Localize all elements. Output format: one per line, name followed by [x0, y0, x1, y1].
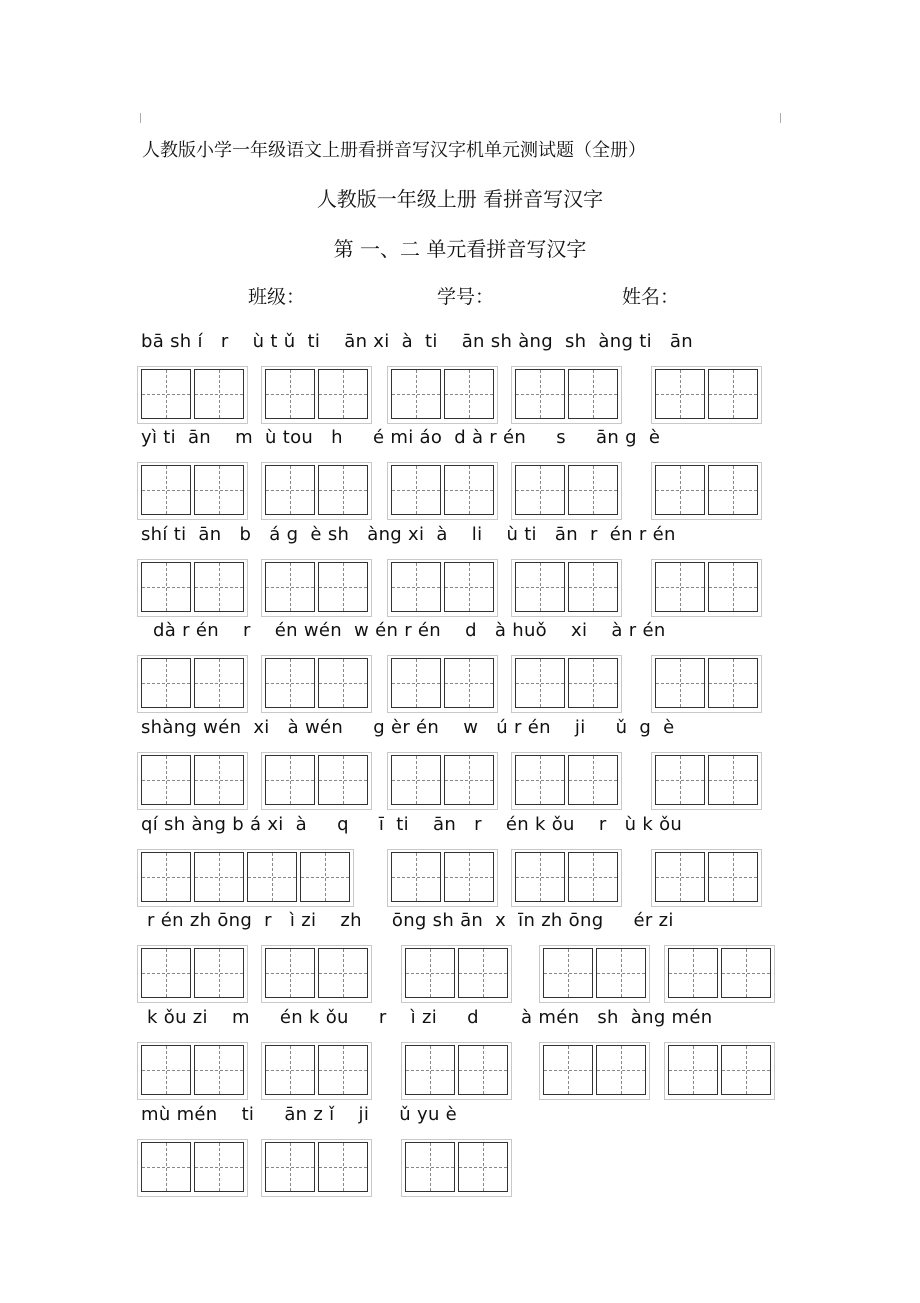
writing-cell[interactable] — [655, 562, 705, 612]
answer-group — [539, 945, 650, 1003]
pinyin-line: shàng wén xi à wén g èr én w ú r én ji ǔ g è — [141, 717, 675, 738]
unit-title: 第 一、二 单元看拼音写汉字 — [333, 237, 587, 261]
writing-cell[interactable] — [194, 465, 244, 515]
answer-group — [511, 752, 622, 810]
writing-cell[interactable] — [194, 755, 244, 805]
answer-group — [387, 849, 498, 907]
answer-group — [137, 462, 248, 520]
writing-cell[interactable] — [708, 852, 758, 902]
answer-group — [137, 1042, 248, 1100]
writing-cell[interactable] — [391, 369, 441, 419]
writing-cell[interactable] — [458, 1045, 508, 1095]
writing-cell[interactable] — [444, 562, 494, 612]
writing-cell[interactable] — [458, 948, 508, 998]
writing-cell[interactable] — [141, 369, 191, 419]
answer-group — [651, 849, 762, 907]
writing-cell[interactable] — [391, 852, 441, 902]
class-label: 班级： — [248, 286, 306, 308]
answer-group — [511, 849, 622, 907]
pinyin-line: yì ti ān m ù tou h é mi áo d à r én s ān g è — [141, 427, 661, 448]
answer-group — [261, 1139, 372, 1197]
writing-cell[interactable] — [318, 562, 368, 612]
writing-cell[interactable] — [708, 465, 758, 515]
writing-cell[interactable] — [265, 755, 315, 805]
writing-cell[interactable] — [515, 852, 565, 902]
answer-group — [651, 462, 762, 520]
writing-cell[interactable] — [444, 852, 494, 902]
writing-cell[interactable] — [194, 948, 244, 998]
writing-cell[interactable] — [515, 465, 565, 515]
pinyin-line: dà r én r én wén w én r én d à huǒ xi à r én — [141, 620, 666, 641]
student-number-label: 学号： — [437, 286, 495, 308]
answer-group — [387, 752, 498, 810]
answer-row — [0, 462, 920, 518]
answer-group — [387, 462, 498, 520]
writing-cell[interactable] — [568, 755, 618, 805]
answer-group — [261, 752, 372, 810]
answer-row — [0, 559, 920, 615]
writing-cell[interactable] — [543, 948, 593, 998]
answer-group — [511, 559, 622, 617]
writing-cell[interactable] — [568, 369, 618, 419]
writing-cell[interactable] — [596, 948, 646, 998]
writing-cell[interactable] — [708, 755, 758, 805]
answer-row — [0, 849, 920, 905]
writing-cell[interactable] — [655, 465, 705, 515]
answer-group — [511, 655, 622, 713]
writing-cell[interactable] — [515, 369, 565, 419]
writing-cell[interactable] — [708, 562, 758, 612]
writing-cell[interactable] — [405, 948, 455, 998]
answer-group — [137, 849, 354, 907]
writing-cell[interactable] — [141, 562, 191, 612]
writing-cell[interactable] — [141, 948, 191, 998]
writing-cell[interactable] — [515, 658, 565, 708]
answer-group — [387, 559, 498, 617]
writing-cell[interactable] — [405, 1045, 455, 1095]
answer-group — [261, 462, 372, 520]
pinyin-line: qí sh àng b á xi à q ī ti ān r én k ǒu r ù k ǒu — [141, 814, 683, 835]
corner-mark-left — [140, 113, 141, 123]
writing-cell[interactable] — [194, 1142, 244, 1192]
writing-cell[interactable] — [265, 658, 315, 708]
answer-group — [261, 655, 372, 713]
answer-group — [651, 366, 762, 424]
writing-cell[interactable] — [568, 852, 618, 902]
answer-group — [137, 1139, 248, 1197]
writing-cell[interactable] — [318, 755, 368, 805]
pinyin-line: shí ti ān b á g è sh àng xi à li ù ti ān r én r én — [141, 524, 676, 545]
writing-cell[interactable] — [318, 658, 368, 708]
answer-group — [137, 752, 248, 810]
writing-cell[interactable] — [141, 1142, 191, 1192]
writing-cell[interactable] — [265, 562, 315, 612]
corner-mark-right — [780, 113, 781, 123]
writing-cell[interactable] — [655, 755, 705, 805]
pinyin-line: r én zh ōng r ì zi zh ōng sh ān x īn zh ōng ér zi — [141, 910, 674, 931]
pinyin-line: mù mén ti ān z ǐ ji ǔ yu è — [141, 1104, 458, 1125]
answer-group — [401, 1139, 512, 1197]
writing-cell[interactable] — [194, 1045, 244, 1095]
writing-cell[interactable] — [194, 658, 244, 708]
answer-group — [261, 1042, 372, 1100]
writing-cell[interactable] — [708, 658, 758, 708]
subtitle: 人教版一年级上册 看拼音写汉字 — [316, 187, 604, 211]
answer-row — [0, 1042, 920, 1098]
writing-cell[interactable] — [668, 948, 718, 998]
writing-cell[interactable] — [141, 755, 191, 805]
writing-cell[interactable] — [444, 658, 494, 708]
writing-cell[interactable] — [141, 465, 191, 515]
writing-cell[interactable] — [247, 852, 297, 902]
writing-cell[interactable] — [668, 1045, 718, 1095]
writing-cell[interactable] — [568, 562, 618, 612]
answer-group — [401, 1042, 512, 1100]
answer-group — [137, 945, 248, 1003]
writing-cell[interactable] — [265, 369, 315, 419]
answer-group — [261, 945, 372, 1003]
answer-group — [261, 559, 372, 617]
writing-cell[interactable] — [265, 948, 315, 998]
writing-cell[interactable] — [318, 465, 368, 515]
writing-cell[interactable] — [391, 658, 441, 708]
document-title: 人教版小学一年级语文上册看拼音写汉字机单元测试题（全册） — [142, 140, 646, 161]
writing-cell[interactable] — [141, 1045, 191, 1095]
student-name-label: 姓名： — [622, 286, 680, 308]
writing-cell[interactable] — [596, 1045, 646, 1095]
answer-group — [137, 559, 248, 617]
writing-cell[interactable] — [568, 658, 618, 708]
pinyin-line: k ǒu zi m én k ǒu r ì zi d à mén sh àng mén — [141, 1007, 713, 1028]
writing-cell[interactable] — [391, 465, 441, 515]
answer-row — [0, 366, 920, 422]
writing-cell[interactable] — [265, 1142, 315, 1192]
writing-cell[interactable] — [458, 1142, 508, 1192]
writing-cell[interactable] — [194, 562, 244, 612]
answer-group — [261, 366, 372, 424]
writing-cell[interactable] — [141, 658, 191, 708]
writing-cell[interactable] — [265, 465, 315, 515]
writing-cell[interactable] — [444, 755, 494, 805]
answer-group — [511, 366, 622, 424]
answer-group — [651, 559, 762, 617]
writing-cell[interactable] — [543, 1045, 593, 1095]
writing-cell[interactable] — [194, 369, 244, 419]
writing-cell[interactable] — [265, 1045, 315, 1095]
writing-cell[interactable] — [515, 562, 565, 612]
writing-cell[interactable] — [721, 948, 771, 998]
writing-cell[interactable] — [318, 1142, 368, 1192]
writing-cell[interactable] — [318, 948, 368, 998]
writing-cell[interactable] — [515, 755, 565, 805]
answer-group — [664, 1042, 775, 1100]
answer-group — [539, 1042, 650, 1100]
answer-row — [0, 1139, 920, 1195]
answer-group — [387, 655, 498, 713]
writing-cell[interactable] — [391, 755, 441, 805]
writing-cell[interactable] — [721, 1045, 771, 1095]
writing-cell[interactable] — [655, 852, 705, 902]
writing-cell[interactable] — [655, 658, 705, 708]
writing-cell[interactable] — [405, 1142, 455, 1192]
writing-cell[interactable] — [318, 1045, 368, 1095]
writing-cell[interactable] — [444, 369, 494, 419]
pinyin-line: bā sh í r ù t ǔ ti ān xi à ti ān sh àng sh àng ti ān — [141, 331, 693, 352]
writing-cell[interactable] — [391, 562, 441, 612]
answer-group — [664, 945, 775, 1003]
writing-cell[interactable] — [444, 465, 494, 515]
answer-group — [651, 655, 762, 713]
answer-group — [651, 752, 762, 810]
writing-cell[interactable] — [655, 369, 705, 419]
answer-row — [0, 752, 920, 808]
writing-cell[interactable] — [568, 465, 618, 515]
writing-cell[interactable] — [318, 369, 368, 419]
writing-cell[interactable] — [194, 852, 244, 902]
answer-group — [401, 945, 512, 1003]
writing-cell[interactable] — [708, 369, 758, 419]
answer-group — [137, 655, 248, 713]
answer-row — [0, 945, 920, 1001]
writing-cell[interactable] — [141, 852, 191, 902]
answer-group — [137, 366, 248, 424]
answer-group — [511, 462, 622, 520]
writing-cell[interactable] — [300, 852, 350, 902]
answer-row — [0, 655, 920, 711]
answer-group — [387, 366, 498, 424]
